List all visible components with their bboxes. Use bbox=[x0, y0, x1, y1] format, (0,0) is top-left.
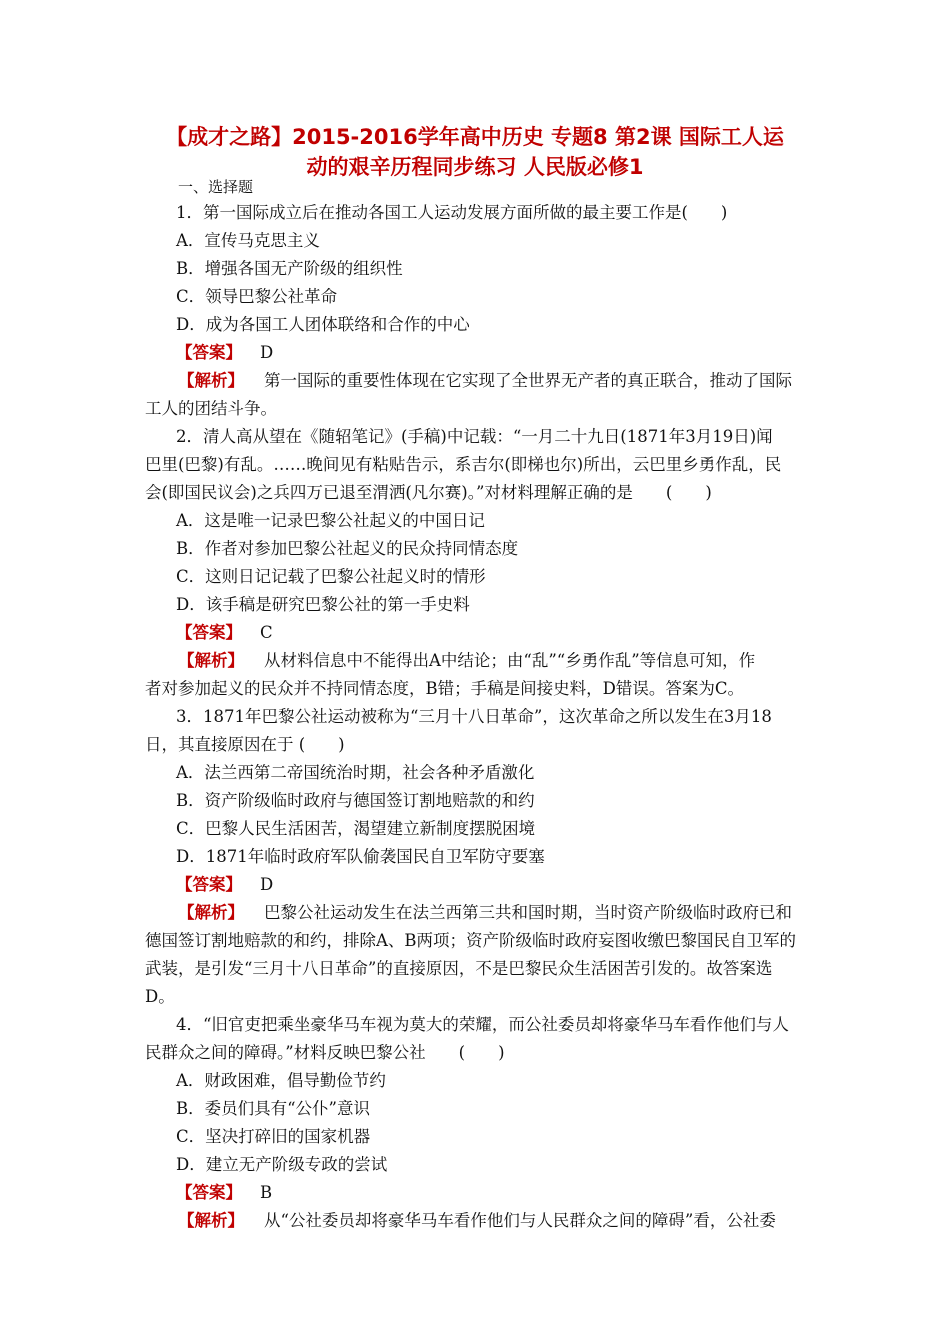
answer-value: B bbox=[260, 1183, 273, 1202]
question-1-answer bbox=[176, 339, 273, 363]
answer-label: 【答案】 bbox=[176, 623, 242, 642]
question-1-analysis bbox=[178, 367, 792, 391]
question-1-option-d: D．成为各国工人团体联络和合作的中心 bbox=[176, 315, 470, 334]
question-3-stem-line-1: 3．1871年巴黎公社运动被称为“三月十八日革命”，这次革命之所以发生在3月18 bbox=[176, 707, 772, 726]
question-3-analysis-cont-2: 武装，是引发“三月十八日革命”的直接原因，不是巴黎民众生活困苦引发的。故答案选 bbox=[145, 959, 773, 978]
question-2-option-c: C．这则日记记载了巴黎公社起义时的情形 bbox=[176, 567, 486, 586]
question-1-option-c: C．领导巴黎公社革命 bbox=[176, 287, 338, 306]
question-3-analysis bbox=[178, 899, 792, 923]
question-4-option-a: A．财政困难，倡导勤俭节约 bbox=[176, 1071, 386, 1090]
section-heading: 一、选择题 bbox=[178, 178, 254, 196]
question-2-stem-line-1: 2．清人高从望在《随轺笔记》(手稿)中记载：“一月二十九日(1871年3月19日)闻 bbox=[176, 427, 773, 446]
analysis-label: 【解析】 bbox=[178, 1211, 244, 1230]
analysis-text: 第一国际的重要性体现在它实现了全世界无产者的真正联合，推动了国际 bbox=[264, 371, 792, 390]
question-3-analysis-cont-3: D。 bbox=[145, 987, 175, 1006]
question-4-option-c: C．坚决打碎旧的国家机器 bbox=[176, 1127, 371, 1146]
analysis-label: 【解析】 bbox=[178, 371, 244, 390]
question-2-option-d: D．该手稿是研究巴黎公社的第一手史料 bbox=[176, 595, 470, 614]
question-3-stem-line-2: 日，其直接原因在于 ( ) bbox=[145, 735, 345, 754]
question-2-stem-line-2: 巴里(巴黎)有乱。……晚间见有粘贴告示，系吉尔(即梯也尔)所出，云巴里乡勇作乱，民 bbox=[145, 455, 782, 474]
analysis-text: 巴黎公社运动发生在法兰西第三共和国时期，当时资产阶级临时政府已和 bbox=[264, 903, 792, 922]
analysis-label: 【解析】 bbox=[178, 651, 244, 670]
question-4-analysis bbox=[178, 1207, 776, 1231]
answer-label: 【答案】 bbox=[176, 875, 242, 894]
question-4-option-d: D．建立无产阶级专政的尝试 bbox=[176, 1155, 388, 1174]
question-2-option-b: B．作者对参加巴黎公社起义的民众持同情态度 bbox=[176, 539, 519, 558]
question-1-stem: 1．第一国际成立后在推动各国工人运动发展方面所做的最主要工作是( ) bbox=[176, 203, 728, 222]
question-2-analysis-cont: 者对参加起义的民众并不持同情态度，B错；手稿是间接史料，D错误。答案为C。 bbox=[145, 679, 744, 698]
answer-value: D bbox=[260, 875, 274, 894]
question-4-option-b: B．委员们具有“公仆”意识 bbox=[176, 1099, 370, 1118]
analysis-text: 从“公社委员却将豪华马车看作他们与人民群众之间的障碍”看，公社委 bbox=[264, 1211, 776, 1230]
question-1-option-b: B．增强各国无产阶级的组织性 bbox=[176, 259, 403, 278]
analysis-label: 【解析】 bbox=[178, 903, 244, 922]
title-line-2: 动的艰辛历程同步练习 人民版必修1 bbox=[306, 155, 644, 179]
question-1-option-a: A．宣传马克思主义 bbox=[176, 231, 320, 250]
question-3-option-d: D．1871年临时政府军队偷袭国民自卫军防守要塞 bbox=[176, 847, 545, 866]
analysis-text: 从材料信息中不能得出A中结论；由“乱”“乡勇作乱”等信息可知，作 bbox=[264, 651, 756, 670]
question-4-stem-line-2: 民群众之间的障碍。”材料反映巴黎公社 ( ) bbox=[145, 1043, 505, 1062]
answer-value: C bbox=[260, 623, 273, 642]
question-2-stem-line-3: 会(即国民议会)之兵四万已退至渭洒(凡尔赛)。”对材料理解正确的是 ( ) bbox=[145, 483, 712, 502]
question-3-option-c: C．巴黎人民生活困苦，渴望建立新制度摆脱困境 bbox=[176, 819, 536, 838]
answer-label: 【答案】 bbox=[176, 343, 242, 362]
question-1-analysis-cont: 工人的团结斗争。 bbox=[145, 399, 277, 418]
question-4-stem-line-1: 4．“旧官吏把乘坐豪华马车视为莫大的荣耀，而公社委员却将豪华马车看作他们与人 bbox=[176, 1015, 789, 1034]
question-2-answer bbox=[176, 619, 273, 643]
question-3-answer bbox=[176, 871, 273, 895]
answer-label: 【答案】 bbox=[176, 1183, 242, 1202]
question-3-option-b: B．资产阶级临时政府与德国签订割地赔款的和约 bbox=[176, 791, 535, 810]
question-3-option-a: A．法兰西第二帝国统治时期，社会各种矛盾激化 bbox=[176, 763, 535, 782]
question-2-analysis bbox=[178, 647, 755, 671]
title-line-1: 【成才之路】2015-2016学年高中历史 专题8 第2课 国际工人运 bbox=[166, 125, 784, 149]
question-3-analysis-cont-1: 德国签订割地赔款的和约，排除A、B两项；资产阶级临时政府妄图收缴巴黎国民自卫军的 bbox=[145, 931, 797, 950]
document-title bbox=[120, 122, 830, 182]
question-4-answer bbox=[176, 1179, 272, 1203]
answer-value: D bbox=[260, 343, 274, 362]
question-2-option-a: A．这是唯一记录巴黎公社起义的中国日记 bbox=[176, 511, 485, 530]
